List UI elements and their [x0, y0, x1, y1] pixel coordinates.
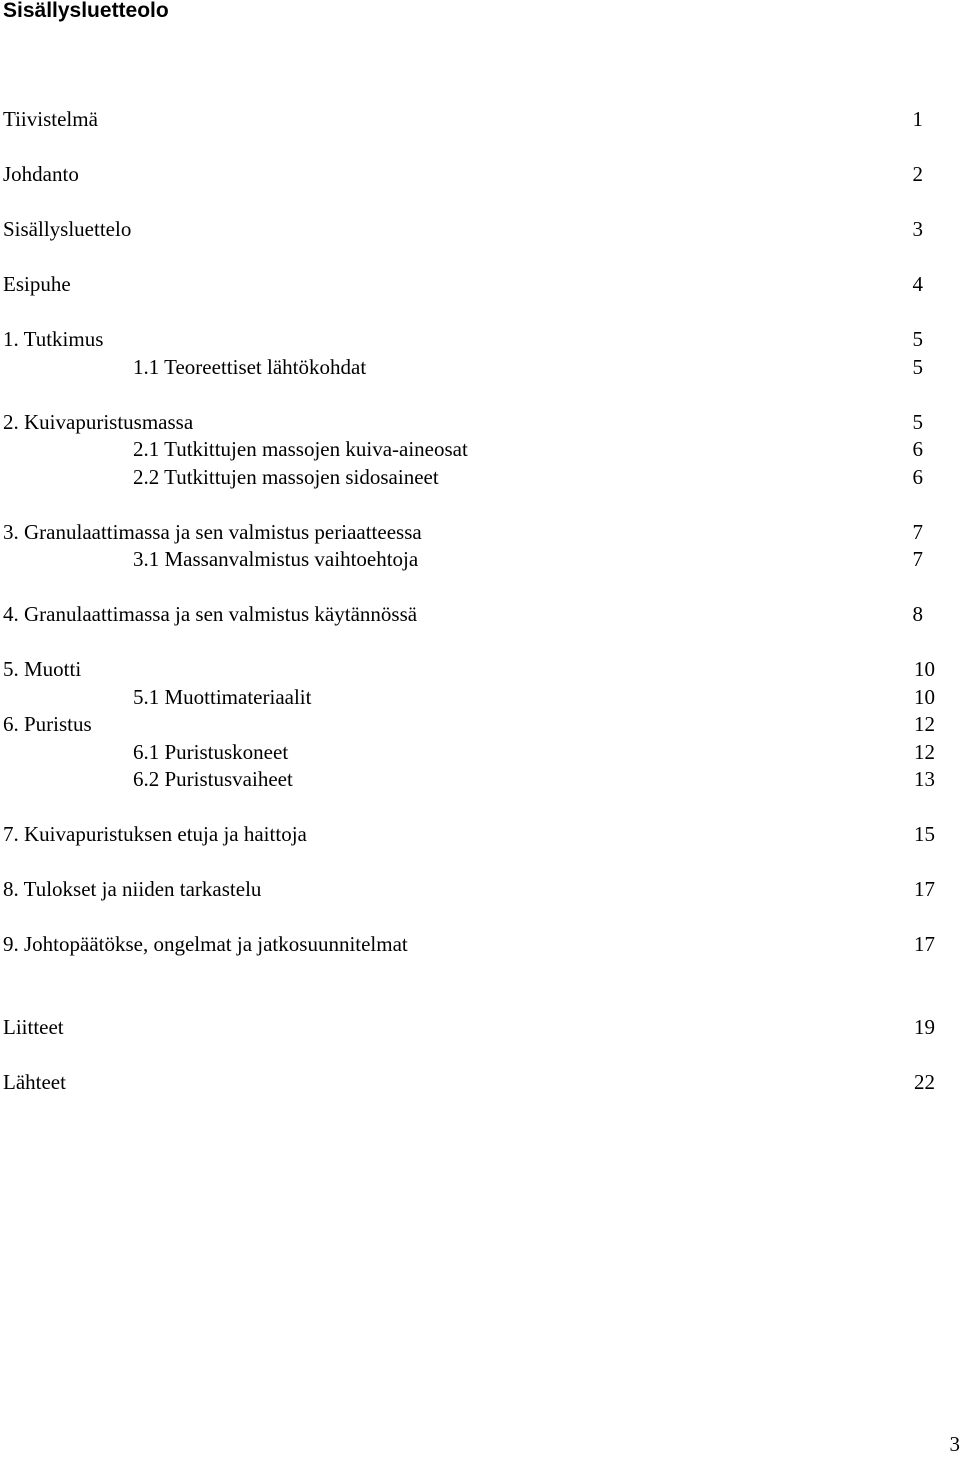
toc-entry-label: Sisällysluettelo	[3, 217, 132, 241]
toc-entry-label: 3. Granulaattimassa ja sen valmistus periaatteessa	[3, 520, 422, 544]
toc-entry	[0, 875, 960, 903]
toc-entry-label: 6. Puristus	[3, 712, 92, 736]
toc-entry	[0, 105, 960, 133]
toc-entry-label: 3.1 Massanvalmistus vaihtoehtoja	[133, 547, 419, 571]
toc-entry-label: Johdanto	[3, 162, 79, 186]
toc-entry	[0, 655, 960, 683]
toc-entry-page: 13	[914, 767, 935, 791]
toc-entry-label: 7. Kuivapuristuksen etuja ja haittoja	[3, 822, 307, 846]
toc-entry	[0, 1013, 960, 1041]
toc-entry-label: 1.1 Teoreettiset lähtökohdat	[133, 355, 367, 379]
toc-entry-label: Liitteet	[3, 1015, 64, 1039]
toc-entry-page: 10	[914, 657, 935, 681]
toc-entry-label: Esipuhe	[3, 272, 71, 296]
toc-entry-page: 3	[912, 217, 923, 241]
toc-entry-page: 5	[912, 410, 923, 434]
toc-entry-page: 8	[912, 602, 923, 626]
toc-entry-label: 1. Tutkimus	[3, 327, 104, 351]
toc-subentry	[0, 435, 960, 463]
toc-entry-label: 8. Tulokset ja niiden tarkastelu	[3, 877, 262, 901]
toc-entry-label: Lähteet	[3, 1070, 66, 1094]
toc-entry-page: 1	[912, 107, 923, 131]
toc-entry-page: 4	[912, 272, 923, 296]
toc-entry	[0, 930, 960, 958]
toc-subentry	[0, 463, 960, 491]
toc-entry	[0, 1068, 960, 1096]
toc-entry-label: 5. Muotti	[3, 657, 82, 681]
toc-entry	[0, 215, 960, 243]
toc-entry-page: 22	[914, 1070, 935, 1094]
toc-entry-label: 6.1 Puristuskoneet	[133, 740, 289, 764]
toc-heading: Sisällysluetteolo	[3, 0, 169, 22]
toc-entry-label: Tiivistelmä	[3, 107, 98, 131]
toc-entry	[0, 710, 960, 738]
toc-entry-label: 2. Kuivapuristusmassa	[3, 410, 194, 434]
toc-entry-label: 2.2 Tutkittujen massojen sidosaineet	[133, 465, 439, 489]
toc-entry	[0, 408, 960, 436]
toc-entry-page: 19	[914, 1015, 935, 1039]
toc-entry-label: 2.1 Tutkittujen massojen kuiva-aineosat	[133, 437, 468, 461]
toc-entry-page: 12	[914, 740, 935, 764]
toc-entry	[0, 325, 960, 353]
toc-subentry	[0, 738, 960, 766]
toc-entry-label: 9. Johtopäätökse, ongelmat ja jatkosuunnitelmat	[3, 932, 408, 956]
toc-entry	[0, 160, 960, 188]
toc-entry	[0, 820, 960, 848]
toc-entry-page: 7	[912, 547, 923, 571]
toc-subentry	[0, 765, 960, 793]
toc-subentry	[0, 683, 960, 711]
toc-entry-page: 6	[912, 465, 923, 489]
toc-entry-label: 6.2 Puristusvaiheet	[133, 767, 293, 791]
toc-entry-page: 5	[912, 327, 923, 351]
toc-entry-page: 6	[912, 437, 923, 461]
toc-entry-page: 7	[912, 520, 923, 544]
toc-entry	[0, 600, 960, 628]
toc-entry-page: 2	[912, 162, 923, 186]
toc-subentry	[0, 545, 960, 573]
toc-entry-page: 10	[914, 685, 935, 709]
toc-entry-label: 5.1 Muottimateriaalit	[133, 685, 312, 709]
toc-entry	[0, 270, 960, 298]
toc-entry-page: 5	[912, 355, 923, 379]
toc-subentry	[0, 353, 960, 381]
toc-entry-page: 17	[914, 932, 935, 956]
toc-entry-page: 17	[914, 877, 935, 901]
page-number: 3	[949, 1432, 960, 1456]
toc-entry-label: 4. Granulaattimassa ja sen valmistus käytännössä	[3, 602, 418, 626]
toc-entry-page: 15	[914, 822, 935, 846]
toc-entry-page: 12	[914, 712, 935, 736]
toc-entry	[0, 518, 960, 546]
